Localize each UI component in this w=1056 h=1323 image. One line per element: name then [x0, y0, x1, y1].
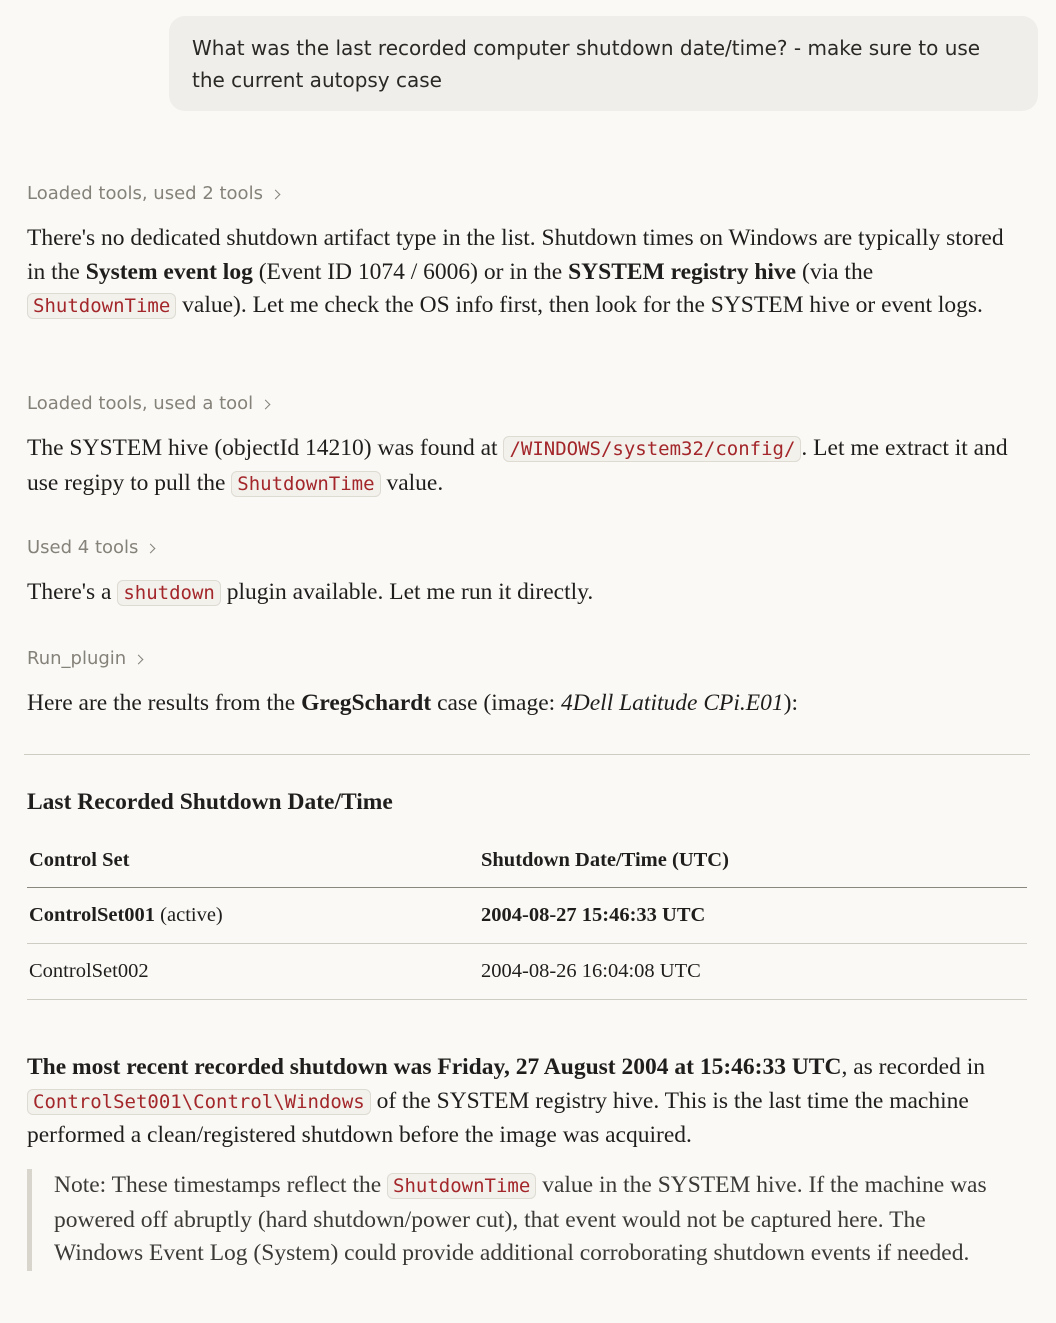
results-table [27, 833, 1027, 1000]
tool-summary-label: Loaded tools, used a tool [27, 393, 254, 414]
assistant-paragraph-3: There's a shutdown plugin available. Let me run it directly. [27, 579, 594, 605]
assistant-paragraph-1: There's no dedicated shutdown artifact type in the list. Shutdown times on Windows are typically stored in the System event log (Event ID 1074 / 6006) or in the SYSTEM registry hive (via the ShutdownTime value). Let me check the OS info first, then look for the SYSTEM hive or event logs. [27, 225, 1004, 318]
table-row [27, 944, 1027, 1000]
emphasis: SYSTEM registry hive [568, 258, 797, 285]
assistant-paragraph-2: The SYSTEM hive (objectId 14210) was found at /WINDOWS/system32/config/ . Let me extract it and use regipy to pull the ShutdownTime value. [27, 435, 1008, 496]
assistant-paragraph-4: Here are the results from the GregSchardt case (image: 4Dell Latitude CPi.E01): [27, 690, 798, 716]
table-cell [27, 888, 479, 944]
chevron-right-icon [271, 189, 281, 199]
user-message [169, 16, 1038, 111]
inline-code: ShutdownTime [231, 471, 380, 497]
column-header: Control Set [27, 833, 479, 888]
shutdown-datetime: 2004-08-27 15:46:33 UTC [481, 904, 706, 926]
table-header-row [27, 833, 1027, 888]
tool-summary-toggle-4[interactable] [27, 648, 142, 669]
table-cell [479, 888, 1027, 944]
inline-code: ShutdownTime [387, 1173, 536, 1199]
emphasis: System event log [85, 258, 253, 285]
chevron-right-icon [134, 654, 144, 664]
conclusion-paragraph: The most recent recorded shutdown was Friday, 27 August 2004 at 15:46:33 UTC, as recorded in ControlSet001\Control\Windows of the SYSTEM registry hive. This is the last time the machine performed a clean/registered shutdown before the image was acquired. [27, 1054, 986, 1148]
table-row [27, 888, 1027, 944]
chevron-right-icon [146, 543, 156, 553]
column-header: Shutdown Date/Time (UTC) [479, 833, 1027, 888]
italic-text: 4Dell Latitude CPi.E01 [561, 690, 784, 716]
chevron-right-icon [261, 399, 271, 409]
table-cell [479, 944, 1027, 1000]
control-set-name: ControlSet002 [29, 960, 149, 982]
tool-summary-toggle-3[interactable] [27, 537, 154, 558]
results-heading: Last Recorded Shutdown Date/Time [27, 789, 393, 815]
table-cell [27, 944, 479, 1000]
control-set-name: ControlSet001 [29, 904, 156, 926]
emphasis: The most recent recorded shutdown was Friday, 27 August 2004 at 15:46:33 UTC [27, 1054, 842, 1080]
horizontal-divider [24, 754, 1030, 755]
note-blockquote: Note: These timestamps reflect the ShutdownTime value in the SYSTEM hive. If the machine was powered off abruptly (hard shutdown/power cut), that event would not be captured here. The Windows Event Log (System) could provide additional corroborating shutdown events if needed. [27, 1169, 1014, 1271]
tool-summary-toggle-2[interactable] [27, 393, 269, 414]
emphasis: GregSchardt [301, 690, 432, 716]
shutdown-datetime: 2004-08-26 16:04:08 UTC [481, 960, 701, 982]
inline-code: ControlSet001\Control\Windows [27, 1089, 371, 1115]
tool-summary-label: Loaded tools, used 2 tools [27, 183, 263, 204]
tool-summary-label: Run_plugin [27, 648, 127, 669]
inline-code: shutdown [117, 580, 221, 606]
tool-summary-label: Used 4 tools [27, 537, 139, 558]
inline-code: /WINDOWS/system32/config/ [503, 436, 801, 462]
tool-summary-toggle-1[interactable] [27, 183, 279, 204]
inline-code: ShutdownTime [27, 293, 176, 319]
user-message-text: What was the last recorded computer shutdown date/time? - make sure to use the current autopsy case [192, 36, 981, 92]
control-set-note: (active) [155, 904, 223, 926]
